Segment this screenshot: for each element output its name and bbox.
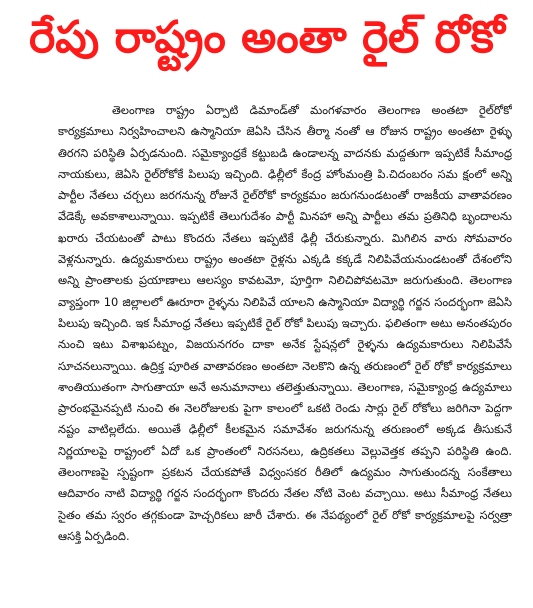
article-body: తెలంగాణ రాష్ట్రం ఏర్పాటి డిమాండ్‌తో మంగళవారం తెలంగాణ అంతటా రైల్‌రోకో కార్యక్రమాలు నిర్వహించాలని ఉస్మానియా జెఏసి చేసిన తీర్మా నంతో ఆ రోజున రాష్ట్రం అంతటా రైళ్ళు తిరగని పరిస్థితి ఏర్పడనుంది. సమైక్యాంధ్రకే కట్టుబడి ఉండాలన్న వాదనకు మద్దతుగా ఇప్పటికే సీమాంధ్ర నాయకులు, జెఏసి రైల్‌రోకోకే పిలుపు ఇచ్చింది. ఢిల్లీలో కేంద్ర హోంమంత్రి పి.చిదంబరం సమ క్షంలో అన్ని పార్టీల నేతలు చర్చలు జరగనున్న రోజునే రైల్‌రోకో కార్యక్రమం జరుగనుండటంతో రాజకీయ వాతావరణం వేడెక్కే అవకాశాలున్నాయి. ఇప్పటికే తెలుగుదేశం పార్టీ మినహా అన్ని పార్టీలు తమ ప్రతినిధి బృందాలను ఖరారు చేయటంతో పాటు కొందరు నేతలు ఇప్పటికే ఢిల్లీ చేరుకున్నారు. మిగిలిన వారు సోమవారం వెళ్లనున్నారు. ఉద్యమకారులు రాష్ట్రం అంతటా రైళ్లను ఎక్కడి కక్కడే నిలిపివేయనుండటంతో దేశంలోని అన్ని ప్రాంతాలకు ప్రయాణాలు ఆలస్యం కావటమో, పూర్తిగా నిలిచిపోవటమో జరుగుతుంది. తెలంగాణ వ్యాప్తంగా 10 జిల్లాలలో ఊరూరా రైళ్ళను నిలిపివే యాలని ఉస్మానియా విద్యార్థి గర్జన సందర్భంగా జెఏసి పిలుపు ఇచ్చింది. ఇక సీమాంధ్ర నేతలు ఇప్పటికే రైల్ రోకో పిలుపు ఇచ్చారు. ఫలితంగా అటు అనంతపురం నుంచి ఇటు విశాఖపట్నం, విజయనగరం దాకా అనేక స్టేషన్లలో రైళ్ళను ఉద్యమకారులు నిలిపివేసే సూచనలున్నాయి. ఉద్రిక్త పూరిత వాతావరణం అంతటా నెలకొని ఉన్న తరుణంలో రైల్ రోకో కార్యక్రమాలు శాంతియుతంగా సాగుతాయా అనే అనుమానాలు తలెత్తుతున్నాయి. తెలంగాణ, సమైక్యాంధ్ర ఉద్యమాలు ప్రారంభమైనప్పటి నుంచి ఈ నెలరోజులకు పైగా కాలంలో ఒకటి రెండు సార్లు రైల్ రోకోలు జరిగినా పెద్దగా నష్టం వాటిల్లలేదు. అయితే ఢిల్లీలో కీలకమైన సమావేశం జరుగనున్న తరుణంలో అక్కడ తీసుకునే నిర్ణయాలపై రాష్ట్రంలో ఏదో ఒక ప్రాంతంలో నిరసనలు, ఉద్రికతలు వెల్లువెత్తక తప్పని పరిస్థితి ఉంది. తెలంగాణపై స్పష్టంగా ప్రకటన చేయకపోతే విధ్వంసకర రీతిలో ఉద్యమం సాగుతుందన్న సంకేతాలు ఆదివారం నాటి విద్యార్థి గర్జన సందర్భంగా కొందరు నేతల నోటి వెంట వచ్చాయి. అటు సీమాంధ్ర నేతలు సైతం తమ స్వరం తగ్గకుండా హెచ్చరికలు జారీ చేశారు. ఈ నేపథ్యంలో రైల్ రోకో కార్యక్రమాలపై సర్వత్రా ఆసక్తి ఏర్పడింది. [58,103,512,543]
headline: రేపు రాష్ట్రం అంతా రైల్ రోకో [29,12,505,63]
